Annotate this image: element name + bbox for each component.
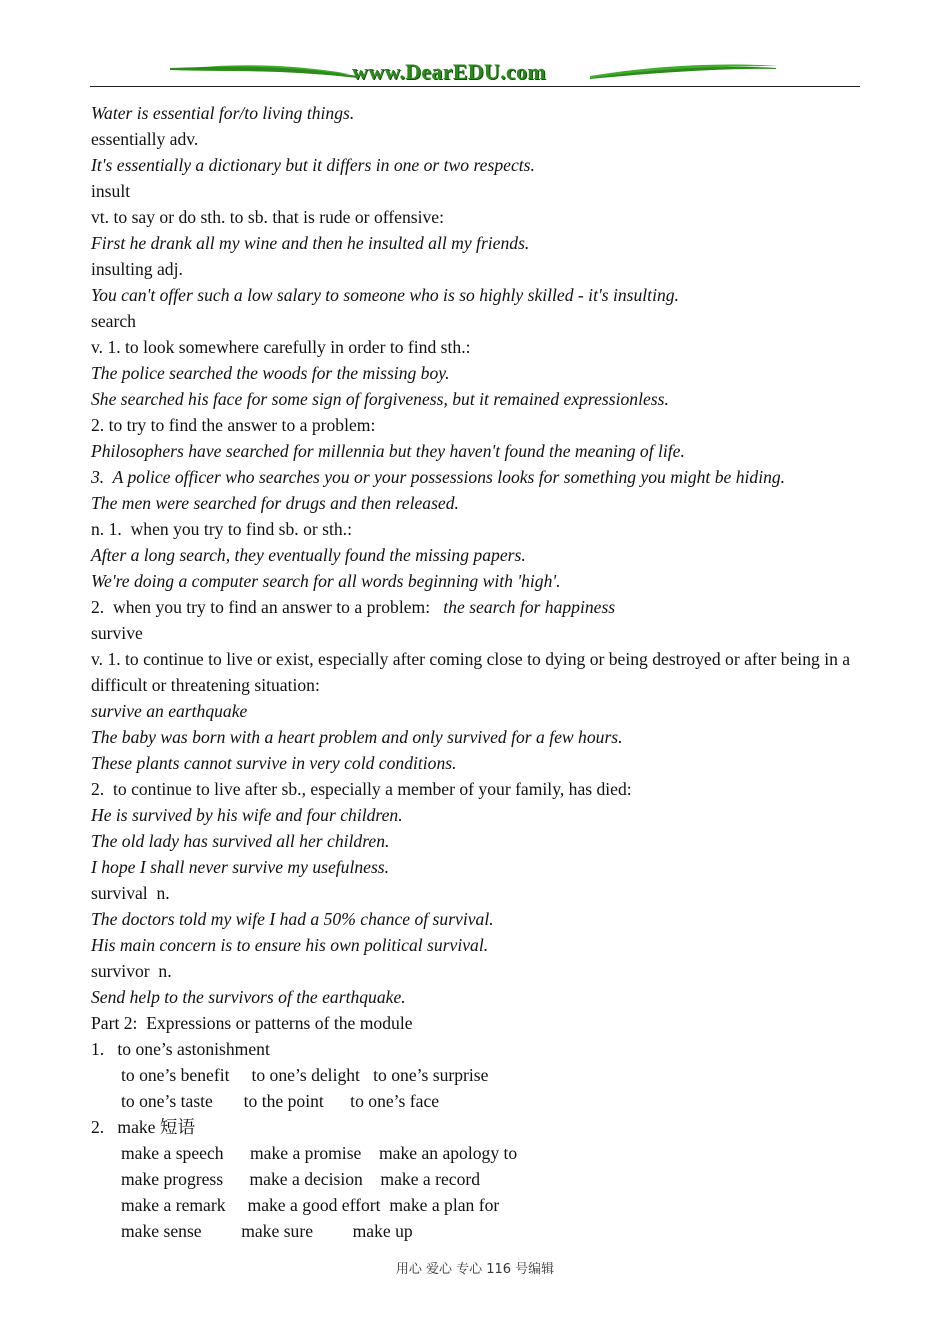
text-line: He is survived by his wife and four children. <box>91 805 403 825</box>
text-line: It's essentially a dictionary but it differs in one or two respects. <box>91 155 535 175</box>
text-line: These plants cannot survive in very cold conditions. <box>91 753 457 773</box>
text-line: n. 1. when you try to find sb. or sth.: <box>91 519 352 539</box>
text-line: I hope I shall never survive my usefulness. <box>91 857 390 877</box>
document-body <box>91 100 863 1244</box>
page-header <box>90 56 860 90</box>
text-line: Send help to the survivors of the earthquake. <box>91 987 406 1007</box>
text-line: insult <box>91 181 131 201</box>
text-line: 2. make 短语 <box>91 1117 196 1137</box>
text-line: search <box>91 311 136 331</box>
text-line: 2. to try to find the answer to a problem: <box>91 415 376 435</box>
site-logo: www.DearEDU.com <box>352 59 546 84</box>
text-line: to one’s benefit to one’s delight to one’s surprise <box>121 1065 489 1085</box>
text-line: The baby was born with a heart problem and only survived for a few hours. <box>91 727 623 747</box>
line-plain: 2. when you try to find an answer to a problem: <box>91 597 444 617</box>
text-line: make a remark make a good effort make a plan for <box>121 1195 500 1215</box>
line-italic: the search for happiness <box>443 597 616 617</box>
text-line: 3. A police officer who searches you or your possessions looks for something you might be hiding. <box>91 467 786 487</box>
text-line: The doctors told my wife I had a 50% chance of survival. <box>91 909 494 929</box>
header-rule <box>90 86 860 87</box>
text-line: v. 1. to continue to live or exist, especially after coming close to dying or being destroyed or after being in a difficult or threatening situation: <box>91 649 851 695</box>
text-line: Part 2: Expressions or patterns of the module <box>91 1013 413 1033</box>
text-line: The men were searched for drugs and then released. <box>91 493 459 513</box>
text-line: to one’s taste to the point to one’s face <box>121 1091 440 1111</box>
text-line: essentially adv. <box>91 129 199 149</box>
text-line: Philosophers have searched for millennia but they haven't found the meaning of life. <box>91 441 685 461</box>
text-line: You can't offer such a low salary to someone who is so highly skilled - it's insulting. <box>91 285 679 305</box>
text-line: make sense make sure make up <box>121 1221 413 1241</box>
text-line: make a speech make a promise make an apology to <box>121 1143 518 1163</box>
text-line: After a long search, they eventually found the missing papers. <box>91 545 526 565</box>
text-line: survive <box>91 623 143 643</box>
text-line: His main concern is to ensure his own political survival. <box>91 935 489 955</box>
text-line: She searched his face for some sign of forgiveness, but it remained expressionless. <box>91 389 669 409</box>
text-line: First he drank all my wine and then he insulted all my friends. <box>91 233 530 253</box>
text-line: survivor n. <box>91 961 172 981</box>
text-line: 1. to one’s astonishment <box>91 1039 270 1059</box>
text-line: make progress make a decision make a record <box>121 1169 481 1189</box>
text-line: insulting adj. <box>91 259 183 279</box>
text-line: The police searched the woods for the missing boy. <box>91 363 450 383</box>
text-line: survive an earthquake <box>91 701 248 721</box>
page-footer: 用心 爱心 专心 116 号编辑 <box>395 1262 555 1277</box>
text-line: 2. to continue to live after sb., especially a member of your family, has died: <box>91 779 632 799</box>
text-line: vt. to say or do sth. to sb. that is rude or offensive: <box>91 207 444 227</box>
text-line: We're doing a computer search for all words beginning with 'high'. <box>91 571 561 591</box>
text-line: Water is essential for/to living things. <box>91 103 355 123</box>
text-line: v. 1. to look somewhere carefully in order to find sth.: <box>91 337 471 357</box>
text-line <box>91 594 863 620</box>
text-line: survival n. <box>91 883 170 903</box>
text-line: The old lady has survived all her children. <box>91 831 390 851</box>
